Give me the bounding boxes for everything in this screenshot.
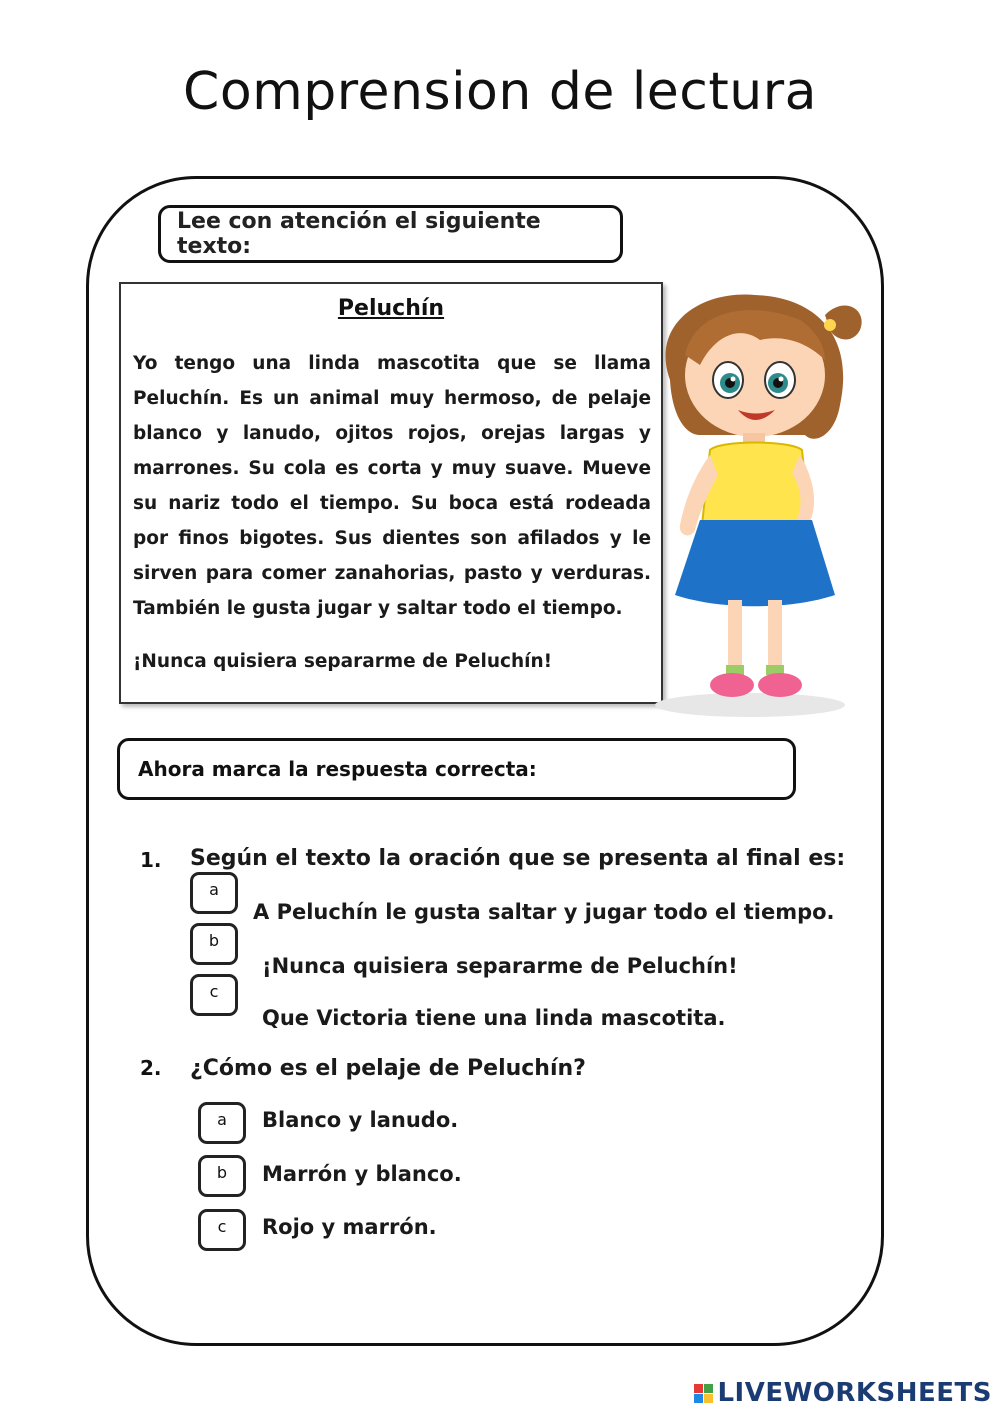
page-title: Comprension de lectura bbox=[183, 62, 817, 122]
read-instruction: Lee con atención el siguiente texto: bbox=[158, 205, 623, 263]
question-2-text: ¿Cómo es el pelaje de Peluchín? bbox=[190, 1056, 586, 1081]
question-2-number: 2. bbox=[140, 1056, 162, 1080]
question-1-number: 1. bbox=[140, 848, 162, 872]
story-text bbox=[133, 346, 651, 672]
q1-option-b: ¡Nunca quisiera separarme de Peluchín! bbox=[262, 954, 738, 978]
story-closing: ¡Nunca quisiera separarme de Peluchín! bbox=[133, 651, 553, 672]
story-title: Peluchín bbox=[337, 296, 445, 321]
mark-instruction: Ahora marca la respuesta correcta: bbox=[117, 738, 796, 800]
q1-option-a: A Peluchín le gusta saltar y jugar todo el tiempo. bbox=[253, 900, 835, 924]
q2-option-a: Blanco y lanudo. bbox=[262, 1108, 459, 1132]
story-body: Yo tengo una linda mascotita que se llama Peluchín. Es un animal muy hermoso, de pelaje blanco y lanudo, ojitos rojos, orejas largas y marrones. Su cola es corta y muy suave. Mueve su nariz todo el tiempo. Su boca está rodeada por finos bigotes. Sus dientes son afilados y le sirven para comer zanahorias, pasto y verduras. También le gusta jugar y saltar todo el tiempo. bbox=[133, 353, 651, 619]
q2-option-b: Marrón y blanco. bbox=[262, 1162, 462, 1186]
q1-checkbox-b[interactable]: b bbox=[190, 923, 238, 965]
q2-option-c: Rojo y marrón. bbox=[262, 1215, 437, 1239]
liveworksheets-brand[interactable] bbox=[694, 1378, 992, 1408]
brand-name: LIVEWORKSHEETS bbox=[717, 1378, 992, 1408]
q1-checkbox-a[interactable]: a bbox=[190, 872, 238, 914]
q2-checkbox-b[interactable]: b bbox=[198, 1155, 246, 1197]
q1-option-c: Que Victoria tiene una linda mascotita. bbox=[262, 1006, 726, 1030]
story-box bbox=[119, 282, 663, 704]
q2-checkbox-a[interactable]: a bbox=[198, 1102, 246, 1144]
q2-checkbox-c[interactable]: c bbox=[198, 1209, 246, 1251]
liveworksheets-logo-icon bbox=[694, 1384, 713, 1403]
girl-illustration bbox=[640, 285, 870, 725]
q1-checkbox-c[interactable]: c bbox=[190, 974, 238, 1016]
question-1-text: Según el texto la oración que se presenta al final es: bbox=[190, 846, 846, 871]
